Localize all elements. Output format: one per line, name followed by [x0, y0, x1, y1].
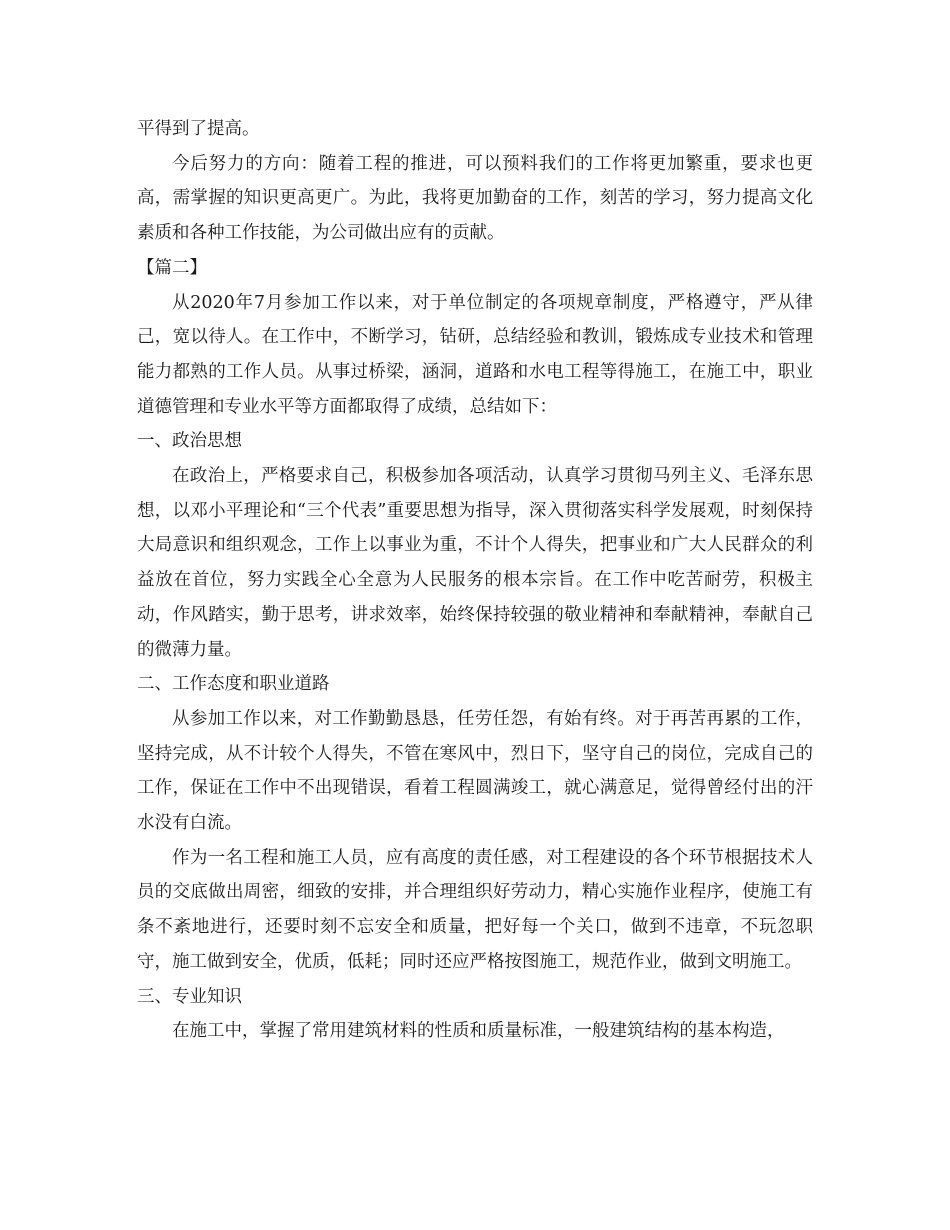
paragraph-introduction: 从2020年7月参加工作以来，对于单位制定的各项规章制度，严格遵守，严从律己，宽以待人。在工作中，不断学习，钻研，总结经验和教训，锻炼成专业技术和管理能力都熟的工作人员。从事过桥梁，涵洞，道路和水电工程等得施工，在施工中，职业道德管理和专业水平等方面都取得了成绩，总结如下： [137, 292, 813, 417]
paragraph-responsibility: 作为一名工程和施工人员，应有高度的责任感，对工程建设的各个环节根据技术人员的交底做出周密，细致的安排，并合理组织好劳动力，精心实施作业程序，使施工有条不紊地进行，还要时刻不忘安全和质量，把好每一个关口，做到不违章，不玩忽职守，施工做到安全，优质，低耗；同时还应严格按图施工，规范作业，做到文明施工。 [137, 847, 813, 972]
heading-political-thought: 一、政治思想 [137, 431, 242, 452]
heading-work-attitude: 二、工作态度和职业道路 [137, 674, 330, 695]
paragraph-work-attitude: 从参加工作以来，对工作勤勤恳恳，任劳任怨，有始有终。对于再苦再累的工作，坚持完成，从不计较个人得失，不管在寒风中，烈日下，坚守自己的岗位，完成自己的工作，保证在工作中不出现错误，看着工程圆满竣工，就心满意足，觉得曾经付出的汗水没有白流。 [137, 708, 813, 834]
heading-professional-knowledge: 三、专业知识 [137, 986, 242, 1007]
paragraph-continuation: 平得到了提高。 [137, 119, 260, 139]
paragraph-future-direction: 今后努力的方向：随着工程的推进，可以预料我们的工作将更加繁重，要求也更高，需掌握的知识更高更广。为此，我将更加勤奋的工作，刻苦的学习，努力提高文化素质和各种工作技能，为公司做出应有的贡献。 [137, 153, 813, 244]
paragraph-professional-knowledge: 在施工中，掌握了常用建筑材料的性质和质量标准，一般建筑结构的基本构造， [172, 1021, 785, 1042]
paragraph-political-thought: 在政治上，严格要求自己，积极参加各项活动，认真学习贯彻马列主义、毛泽东思想，以邓小平理论和“三个代表”重要思想为指导，深入贯彻落实科学发展观，时刻保持大局意识和组织观念，工作上以事业为重，不计个人得失，把事业和广大人民群众的利益放在首位，努力实践全心全意为人民服务的根本宗旨。在工作中吃苦耐劳，积极主动，作风踏实，勤于思考，讲求效率，始终保持较强的敬业精神和奉献精神，奉献自己的微薄力量。 [137, 466, 813, 660]
section-marker-part-two: 【篇二】 [137, 257, 207, 278]
document-body [137, 112, 813, 1049]
